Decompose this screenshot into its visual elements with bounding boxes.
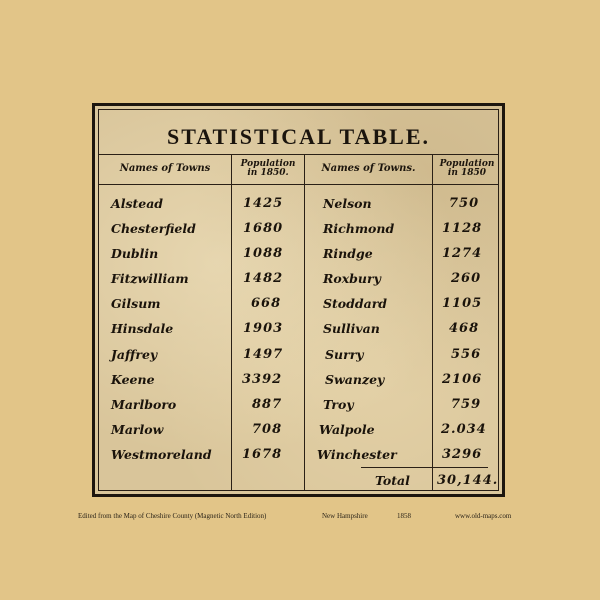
town-name: Nelson	[323, 196, 372, 211]
town-population: 2106	[442, 372, 483, 387]
town-name: Marlboro	[111, 397, 177, 412]
town-population: 3296	[442, 447, 483, 462]
table-row	[99, 216, 498, 241]
town-population: 1482	[243, 271, 284, 286]
header-population-left	[232, 154, 304, 184]
header-population-left-line2: in 1850.	[247, 168, 289, 178]
statistical-table	[99, 154, 498, 490]
table-row	[99, 241, 498, 266]
town-population: 750	[449, 196, 480, 211]
town-population: 708	[252, 422, 283, 437]
town-population: 759	[451, 397, 482, 412]
town-name: Surry	[325, 347, 364, 362]
town-population: 556	[451, 347, 482, 362]
town-name: Alstead	[111, 196, 164, 211]
table-row	[99, 316, 498, 341]
header-bottom-rule	[99, 184, 498, 185]
total-value: 30,144.	[437, 473, 499, 488]
header-population-right-line2: in 1850	[447, 168, 487, 178]
town-population: 668	[251, 296, 282, 311]
town-population: 1678	[242, 447, 283, 462]
town-population: 3392	[242, 372, 283, 387]
town-population: 1497	[243, 347, 284, 362]
town-name: Winchester	[317, 447, 397, 462]
table-row	[99, 291, 498, 316]
footer-source: Edited from the Map of Cheshire County (Magnetic North Edition)	[78, 512, 267, 520]
town-name: Jaffrey	[111, 347, 158, 362]
table-row	[99, 442, 498, 467]
town-name: Chesterfield	[111, 221, 196, 236]
town-name: Swanzey	[325, 372, 385, 387]
footer-state: New Hampshire	[322, 512, 368, 520]
header-population-left-line1: Population	[240, 159, 296, 169]
town-name: Marlow	[111, 422, 164, 437]
town-population: 1088	[243, 246, 284, 261]
town-population: 1903	[243, 321, 284, 336]
town-name: Keene	[111, 372, 155, 387]
town-population: 887	[252, 397, 283, 412]
town-name: Sullivan	[323, 321, 380, 336]
town-name: Westmoreland	[111, 447, 212, 462]
inner-border	[98, 109, 499, 491]
town-population: 1425	[243, 196, 284, 211]
total-label: Total	[375, 473, 410, 488]
town-population: 1128	[442, 221, 483, 236]
statistical-table-frame	[92, 103, 505, 497]
town-population: 1105	[442, 296, 483, 311]
table-row	[99, 342, 498, 367]
total-row	[99, 468, 498, 493]
table-row	[99, 417, 498, 442]
header-population-right	[433, 154, 501, 184]
town-name: Richmond	[323, 221, 395, 236]
town-name: Rindge	[323, 246, 373, 261]
header-population-right-line1: Population	[439, 159, 495, 169]
town-name: Walpole	[319, 422, 375, 437]
town-name: Dublin	[111, 246, 159, 261]
town-population: 1274	[442, 246, 483, 261]
table-title: STATISTICAL TABLE.	[166, 124, 431, 149]
town-name: Fitzwilliam	[111, 271, 189, 286]
town-population: 260	[451, 271, 482, 286]
table-row	[99, 392, 498, 417]
table-row	[99, 191, 498, 216]
town-name: Roxbury	[323, 271, 381, 286]
town-name: Gilsum	[111, 296, 161, 311]
town-population: 1680	[243, 221, 284, 236]
footer-website: www.old-maps.com	[455, 512, 512, 520]
header-names-left: Names of Towns	[119, 163, 211, 174]
table-row	[99, 367, 498, 392]
town-name: Hinsdale	[111, 321, 174, 336]
footer-year: 1858	[397, 512, 411, 520]
town-population: 2.034	[441, 422, 487, 437]
town-name: Troy	[323, 397, 354, 412]
table-row	[99, 266, 498, 291]
town-population: 468	[449, 321, 480, 336]
town-name: Stoddard	[323, 296, 388, 311]
header-names-right: Names of Towns.	[321, 163, 416, 174]
